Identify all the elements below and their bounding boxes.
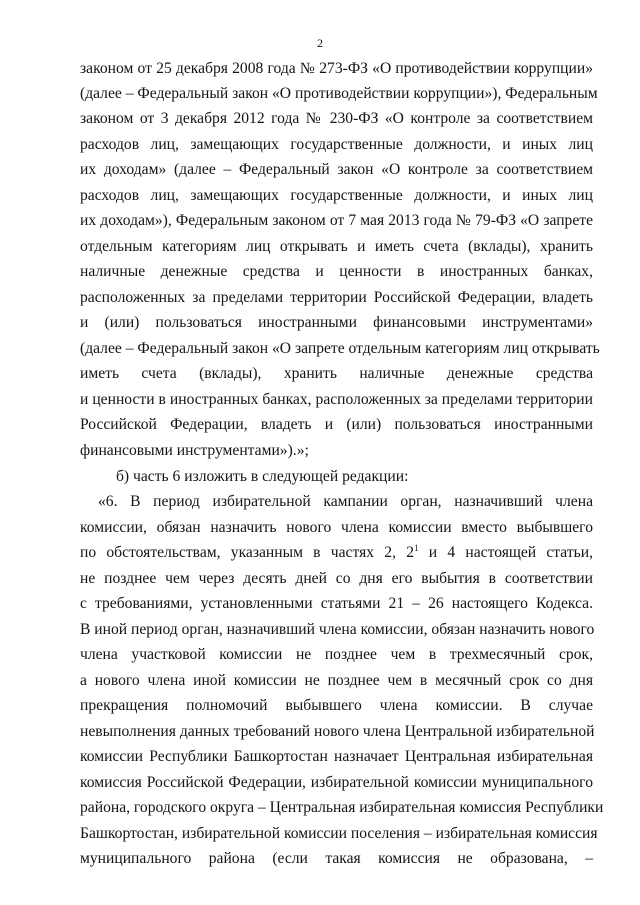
- text-line: наличные денежные средства и ценности в иностранных банках,: [80, 263, 593, 280]
- text-line: «6. В период избирательной кампании орган, назначивший члена: [98, 493, 593, 510]
- text-line: их доходам» (далее – Федеральный закон «О контроле за соответствием: [80, 161, 593, 178]
- text-line: района, городского округа – Центральная избирательная комиссия Республики: [80, 799, 604, 816]
- text-line: иметь счета (вклады), хранить наличные денежные средства: [80, 365, 593, 382]
- text-line: финансовыми инструментами»).»;: [80, 442, 309, 459]
- text-line: комиссия Российской Федерации, избирательной комиссии муниципального: [80, 774, 593, 791]
- text-line: не позднее чем через десять дней со дня его выбытия в соответствии: [80, 570, 593, 587]
- text-line: законом от 3 декабря 2012 года № 230-ФЗ «О контроле за соответствием: [80, 110, 593, 127]
- page-number: 2: [317, 36, 323, 50]
- text-line: и (или) пользоваться иностранными финансовыми инструментами»: [80, 314, 593, 331]
- text-line: расходов лиц, замещающих государственные должности, и иных лиц: [80, 187, 593, 204]
- text-line: члена участковой комиссии не позднее чем в трехмесячный срок,: [80, 646, 593, 663]
- text-line: расположенных за пределами территории Российской Федерации, владеть: [80, 289, 593, 306]
- text-line: их доходам»), Федеральным законом от 7 мая 2013 года № 79-ФЗ «О запрете: [80, 212, 593, 229]
- text-line: комиссии, обязан назначить нового члена комиссии вместо выбывшего: [80, 519, 593, 536]
- text-line: муниципального района (если такая комиссия не образована, –: [80, 850, 593, 867]
- text-line: (далее – Федеральный закон «О противодействии коррупции»), Федеральным: [80, 85, 598, 102]
- text-line: б) часть 6 изложить в следующей редакции:: [116, 468, 409, 485]
- text-line: расходов лиц, замещающих государственные должности, и иных лиц: [80, 136, 593, 153]
- text-line: законом от 25 декабря 2008 года № 273-ФЗ «О противодействии коррупции»: [80, 60, 593, 77]
- text-line: В иной период орган, назначивший члена комиссии, обязан назначить нового: [80, 621, 595, 638]
- text-line: Российской Федерации, владеть и (или) пользоваться иностранными: [80, 416, 593, 433]
- superscript: 1: [414, 542, 419, 553]
- text-line: невыполнения данных требований нового члена Центральной избирательной: [80, 723, 595, 740]
- text-line: отдельным категориям лиц открывать и иметь счета (вклады), хранить: [80, 238, 593, 255]
- text-line: прекращения полномочий выбывшего члена комиссии. В случае: [80, 697, 593, 714]
- text-line: (далее – Федеральный закон «О запрете отдельным категориям лиц открывать: [80, 340, 600, 357]
- text-line: с требованиями, установленными статьями 21 – 26 настоящего Кодекса.: [80, 595, 593, 612]
- text-line: комиссии Республики Башкортостан назначает Центральная избирательная: [80, 748, 593, 765]
- text-fragment: по обстоятельствам, указанным в частях 2, 2: [80, 544, 415, 561]
- text-line: Башкортостан, избирательной комиссии поселения – избирательная комиссия: [80, 825, 598, 842]
- text-line: и ценности в иностранных банках, расположенных за пределами территории: [80, 391, 593, 408]
- text-line: а нового члена иной комиссии не позднее чем в месячный срок со дня: [80, 672, 593, 689]
- text-line: [80, 543, 593, 563]
- text-fragment: и 4 настоящей статьи,: [418, 544, 593, 561]
